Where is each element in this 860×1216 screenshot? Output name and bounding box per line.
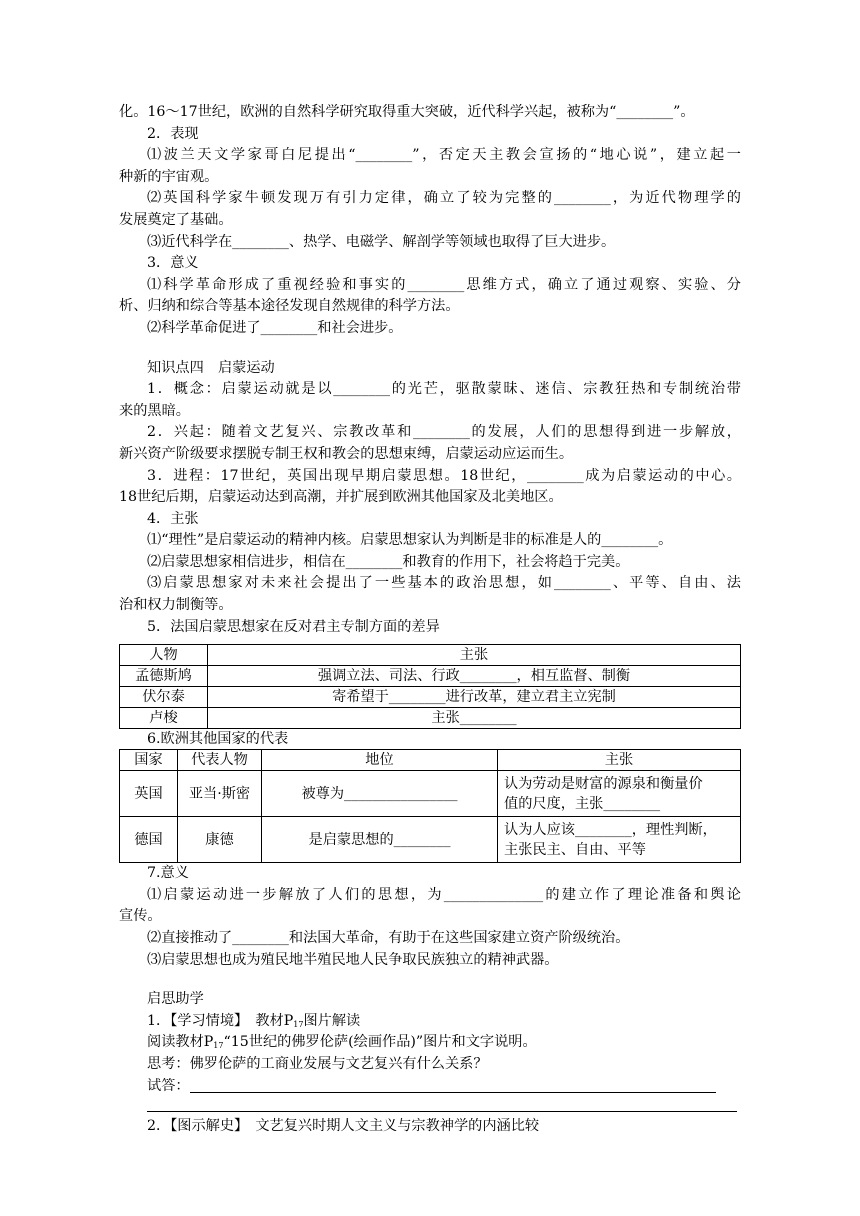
table-cell: 强调立法、司法、行政________，相互监督、制衡 (208, 666, 741, 687)
kp4-7-p3: ⑶启蒙思想也成为殖民地半殖民地人民争取民族独立的精神武器。 (147, 951, 559, 968)
sec3-p1-b: 析、归纳和综合等基本途径发现自然规律的科学方法。 (119, 298, 460, 315)
kp4-title: 知识点四 启蒙运动 (147, 359, 275, 376)
kp4-4-heading: 4．主张 (147, 510, 199, 527)
kp4-3-b: 18世纪后期，启蒙运动达到高潮，并扩展到欧洲其他国家及北美地区。 (119, 489, 563, 506)
sec2-p3: ⑶近代科学在________、热学、电磁学、解剖学等领域也取得了巨大进步。 (147, 233, 616, 250)
sec2-heading: 2．表现 (147, 125, 199, 142)
table-header-row (120, 645, 741, 666)
kp4-4-p1: ⑴“理性”是启蒙运动的精神内核。启蒙思想家认为判断是非的标准是人的________。 (147, 532, 673, 549)
table-row (120, 666, 741, 687)
table-header: 国家 (120, 750, 178, 771)
table-cell: 主张________ (208, 708, 741, 729)
claim-line: 主张民主、自由、平等 (504, 841, 646, 858)
table-header: 主张 (208, 645, 741, 666)
claim-line: 认为人应该________，理性判断， (504, 821, 717, 838)
table-header: 地位 (262, 750, 498, 771)
table-row (120, 817, 741, 863)
french-thinkers-table (119, 644, 741, 729)
item1-think: 思考：佛罗伦萨的工商业发展与文艺复兴有什么关系？ (147, 1056, 488, 1072)
item1-label: 1．【学习情境】 教材$P_{17}$图片解读 (147, 1012, 361, 1029)
sec3-heading: 3．意义 (147, 255, 199, 272)
sec2-p1-a: ⑴波兰天文学家哥白尼提出“________”，否定天主教会宣扬的“地心说”，建立起一 (147, 147, 741, 164)
answer-label: 试答： (147, 1077, 190, 1094)
other-countries-table (119, 749, 741, 863)
table-cell: 康德 (178, 817, 262, 863)
kp4-3-a: 3．进程：17世纪，英国出现早期启蒙思想。18世纪，________成为启蒙运动的中心。 (147, 467, 741, 484)
table-cell: 是启蒙思想的________ (262, 817, 498, 863)
table-cell: 亚当·斯密 (178, 771, 262, 817)
answer-line[interactable] (190, 1076, 716, 1093)
intro-line: 化。16～17世纪，欧洲的自然科学研究取得重大突破，近代科学兴起，被称为“________”。 (119, 104, 695, 120)
sec2-p2-a: ⑵英国科学家牛顿发现万有引力定律，确立了较为完整的________，为近代物理学的 (147, 190, 741, 207)
item2-label: 2．【图示解史】 文艺复兴时期人文主义与宗教神学的内涵比较 (147, 1118, 540, 1135)
table-header: 主张 (498, 750, 741, 771)
table-row (120, 708, 741, 729)
table-header: 代表人物 (178, 750, 262, 771)
claim-line: 认为劳动是财富的源泉和衡量价 (504, 775, 703, 792)
kp4-7-p1-b: 宣传。 (119, 908, 162, 925)
table-header: 人物 (120, 645, 208, 666)
kp4-2-b: 新兴资产阶级要求摆脱专制王权和教会的思想束缚，启蒙运动应运而生。 (119, 445, 574, 462)
table-cell: 孟德斯鸠 (120, 666, 208, 687)
kp4-2-a: 2．兴起：随着文艺复兴、宗教改革和________的发展，人们的思想得到进一步解放， (147, 424, 741, 441)
table-cell (498, 771, 741, 817)
claim-line: 值的尺度，主张________ (504, 795, 661, 812)
kp4-7-heading: 7.意义 (147, 865, 189, 882)
table-header-row (120, 750, 741, 771)
sec3-p1-a: ⑴科学革命形成了重视经验和事实的________思维方式，确立了通过观察、实验、分 (147, 276, 741, 293)
kp4-6-heading: 6.欧洲其他国家的代表 (147, 731, 289, 748)
kp4-1-a: 1．概念：启蒙运动就是以________的光芒，驱散蒙昧、迷信、宗教狂热和专制统治带 (147, 381, 741, 398)
table-cell: 被尊为________________ (262, 771, 498, 817)
section-title: 启思助学 (147, 991, 204, 1008)
kp4-7-p1-a: ⑴启蒙运动进一步解放了人们的思想，为______________的建立作了理论准备和舆论 (147, 886, 741, 903)
kp4-4-p2: ⑵启蒙思想家相信进步，相信在________和教育的作用下，社会将趋于完美。 (147, 553, 630, 570)
table-row (120, 771, 741, 817)
table-cell: 德国 (120, 817, 178, 863)
kp4-4-p3-a: ⑶启蒙思想家对未来社会提出了一些基本的政治思想，如________、平等、自由、法 (147, 575, 741, 592)
page-content (119, 102, 741, 1138)
table-cell: 卢梭 (120, 708, 208, 729)
kp4-5-heading: 5．法国启蒙思想家在反对君主专制方面的差异 (147, 618, 440, 635)
answer-line-2[interactable] (147, 1099, 737, 1112)
item1-read: 阅读教材$P_{17}“15$世纪的佛罗伦萨(绘画作品)”图片和文字说明。 (147, 1034, 537, 1051)
item1-answer (119, 1076, 741, 1098)
table-cell: 伏尔泰 (120, 687, 208, 708)
kp4-4-p3-b: 治和权力制衡等。 (119, 597, 233, 614)
table-cell: 英国 (120, 771, 178, 817)
table-cell: 寄希望于________进行改革，建立君主立宪制 (208, 687, 741, 708)
table-cell (498, 817, 741, 863)
sec2-p1-b: 种新的宇宙观。 (119, 168, 219, 185)
sec2-p2-b: 发展奠定了基础。 (119, 211, 233, 228)
kp4-1-b: 来的黑暗。 (119, 402, 190, 419)
sec3-p2: ⑵科学革命促进了________和社会进步。 (147, 319, 403, 336)
answer-line-2-wrap (119, 1099, 741, 1112)
table-row (120, 687, 741, 708)
kp4-7-p2: ⑵直接推动了________和法国大革命，有助于在这些国家建立资产阶级统治。 (147, 930, 630, 947)
